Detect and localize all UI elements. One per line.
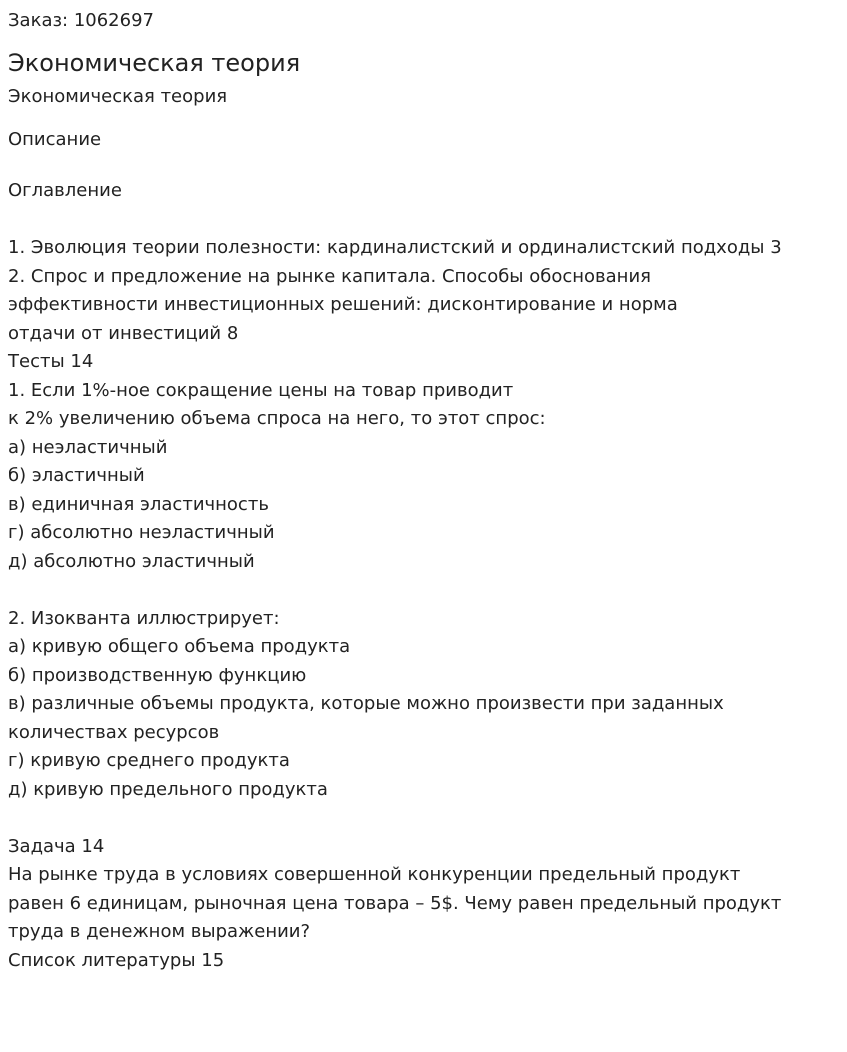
text-line: 1. Эволюция теории полезности: кардиналистский и ординалистский подходы 3: [8, 237, 782, 258]
text-line: к 2% увеличению объема спроса на него, то этот спрос:: [8, 408, 546, 429]
text-line: На рынке труда в условиях совершенной конкуренции предельный продукт: [8, 864, 741, 885]
text-line: д) абсолютно эластичный: [8, 550, 255, 572]
text-line: 2. Изокванта иллюстрирует:: [8, 607, 280, 629]
text-line: Список литературы 15: [8, 949, 225, 971]
text-line: в) единичная эластичность: [8, 493, 269, 515]
text-line: Тесты 14: [8, 351, 94, 372]
page-subtitle: Экономическая теория: [8, 86, 228, 107]
text-line: д) кривую предельного продукта: [8, 778, 328, 800]
order-number: Заказ: 1062697: [8, 10, 154, 31]
text-line: Оглавление: [8, 180, 122, 201]
text-line: г) кривую среднего продукта: [8, 750, 290, 771]
text-line: б) эластичный: [8, 465, 145, 486]
text-line: б) производственную функцию: [8, 664, 307, 686]
text-line: труда в денежном выражении?: [8, 921, 311, 942]
description-body: [8, 151, 839, 975]
text-line: а) неэластичный: [8, 436, 168, 458]
description-label: Описание: [8, 129, 102, 150]
text-line: 2. Спрос и предложение на рынке капитала. Способы обоснования: [8, 265, 651, 287]
text-line: г) абсолютно неэластичный: [8, 522, 275, 543]
text-line: равен 6 единицам, рыночная цена товара – 5$. Чему равен предельный продукт: [8, 892, 782, 914]
text-line: эффективности инвестиционных решений: дисконтирование и норма: [8, 294, 678, 315]
text-line: количествах ресурсов: [8, 721, 220, 743]
text-line: [8, 576, 839, 605]
text-line: отдачи от инвестиций 8: [8, 322, 239, 344]
text-line: [8, 804, 839, 833]
page-title: Экономическая теория: [8, 49, 301, 77]
text-line: [8, 206, 839, 235]
text-line: Задача 14: [8, 835, 105, 857]
text-line: в) различные объемы продукта, которые можно произвести при заданных: [8, 693, 724, 714]
text-line: 1. Если 1%-ное сокращение цены на товар приводит: [8, 379, 514, 401]
text-line: а) кривую общего объема продукта: [8, 636, 351, 657]
